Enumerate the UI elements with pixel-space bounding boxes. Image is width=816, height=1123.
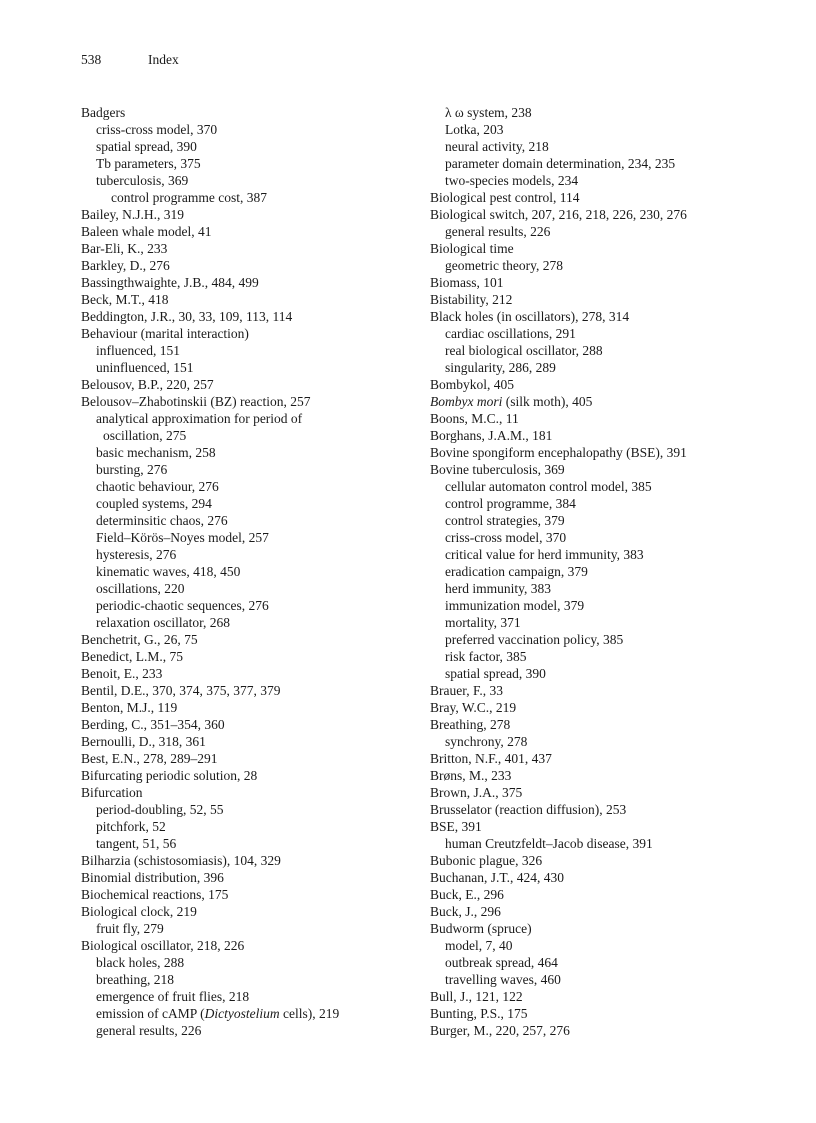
index-entry: Brusselator (reaction diffusion), 253 xyxy=(430,802,627,817)
index-entry: Bovine tuberculosis, 369 xyxy=(430,462,565,477)
index-entry: Beddington, J.R., 30, 33, 109, 113, 114 xyxy=(81,309,293,324)
index-subentry: mortality, 371 xyxy=(445,615,521,630)
index-entry: Brown, J.A., 375 xyxy=(430,785,523,800)
index-subentry: breathing, 218 xyxy=(96,972,174,987)
index-subentry: fruit fly, 279 xyxy=(96,921,164,936)
index-subentry: model, 7, 40 xyxy=(445,938,513,953)
index-subentry: spatial spread, 390 xyxy=(445,666,546,681)
index-entry: Bistability, 212 xyxy=(430,292,513,307)
index-subentry: λ ω system, 238 xyxy=(445,105,532,120)
index-entry: BSE, 391 xyxy=(430,819,482,834)
index-entry: Barkley, D., 276 xyxy=(81,258,170,273)
index-entry: Brauer, F., 33 xyxy=(430,683,503,698)
index-entry: Brøns, M., 233 xyxy=(430,768,512,783)
index-entry: Bilharzia (schistosomiasis), 104, 329 xyxy=(81,853,281,868)
index-subentry: oscillations, 220 xyxy=(96,581,185,596)
index-subentry: tangent, 51, 56 xyxy=(96,836,177,851)
index-subentry: bursting, 276 xyxy=(96,462,168,477)
index-entry: Buck, J., 296 xyxy=(430,904,501,919)
index-entry: Bray, W.C., 219 xyxy=(430,700,517,715)
index-entry: Bombykol, 405 xyxy=(430,377,515,392)
index-subentry: real biological oscillator, 288 xyxy=(445,343,603,358)
index-subentry: general results, 226 xyxy=(445,224,551,239)
index-subentry: control programme cost, 387 xyxy=(111,190,267,205)
index-subentry: Field–Körös–Noyes model, 257 xyxy=(96,530,269,545)
index-entry: Bifurcating periodic solution, 28 xyxy=(81,768,258,783)
index-subentry: two-species models, 234 xyxy=(445,173,579,188)
index-entry: Bar-Eli, K., 233 xyxy=(81,241,168,256)
index-subentry: period-doubling, 52, 55 xyxy=(96,802,224,817)
index-entry: Buchanan, J.T., 424, 430 xyxy=(430,870,564,885)
index-subentry: Tb parameters, 375 xyxy=(96,156,201,171)
index-subentry: critical value for herd immunity, 383 xyxy=(445,547,644,562)
index-entry: Benedict, L.M., 75 xyxy=(81,649,183,664)
page-number: 538 xyxy=(81,52,102,67)
index-subentry: parameter domain determination, 234, 235 xyxy=(445,156,676,171)
index-entry: Bull, J., 121, 122 xyxy=(430,989,523,1004)
index-subentry: influenced, 151 xyxy=(96,343,180,358)
index-subentry: control programme, 384 xyxy=(445,496,576,511)
page-header xyxy=(81,52,179,68)
index-entry: Borghans, J.A.M., 181 xyxy=(430,428,553,443)
index-subentry: coupled systems, 294 xyxy=(96,496,212,511)
index-entry: Bovine spongiform encephalopathy (BSE), 391 xyxy=(430,445,687,460)
index-entry: Baleen whale model, 41 xyxy=(81,224,212,239)
index-subentry: emergence of fruit flies, 218 xyxy=(96,989,250,1004)
index-entry: Belousov, B.P., 220, 257 xyxy=(81,377,214,392)
index-subentry: black holes, 288 xyxy=(96,955,185,970)
index-subentry: pitchfork, 52 xyxy=(96,819,166,834)
index-entry: Biomass, 101 xyxy=(430,275,504,290)
index-entry: Binomial distribution, 396 xyxy=(81,870,224,885)
index-subentry: neural activity, 218 xyxy=(445,139,549,154)
index-entry: Bailey, N.J.H., 319 xyxy=(81,207,184,222)
index-entry: Bentil, D.E., 370, 374, 375, 377, 379 xyxy=(81,683,281,698)
index-subentry: oscillation, 275 xyxy=(103,428,187,443)
index-entry: Badgers xyxy=(81,105,126,120)
index-subentry: control strategies, 379 xyxy=(445,513,565,528)
index-entry: Belousov–Zhabotinskii (BZ) reaction, 257 xyxy=(81,394,311,409)
index-subentry: travelling waves, 460 xyxy=(445,972,561,987)
index-entry: Burger, M., 220, 257, 276 xyxy=(430,1023,570,1038)
index-column-left xyxy=(81,104,411,1039)
index-subentry: human Creutzfeldt–Jacob disease, 391 xyxy=(445,836,653,851)
index-subentry: immunization model, 379 xyxy=(445,598,585,613)
index-subentry: general results, 226 xyxy=(96,1023,202,1038)
section-title: Index xyxy=(148,52,179,67)
index-entry: Boons, M.C., 11 xyxy=(430,411,519,426)
index-subentry: basic mechanism, 258 xyxy=(96,445,216,460)
index-subentry: preferred vaccination policy, 385 xyxy=(445,632,624,647)
index-subentry: relaxation oscillator, 268 xyxy=(96,615,231,630)
index-entry: Biological pest control, 114 xyxy=(430,190,580,205)
index-subentry: geometric theory, 278 xyxy=(445,258,563,273)
index-subentry: hysteresis, 276 xyxy=(96,547,177,562)
index-subentry: kinematic waves, 418, 450 xyxy=(96,564,241,579)
index-subentry: cardiac oscillations, 291 xyxy=(445,326,576,341)
index-subentry: periodic-chaotic sequences, 276 xyxy=(96,598,269,613)
index-entry: Bifurcation xyxy=(81,785,143,800)
index-entry: Behaviour (marital interaction) xyxy=(81,326,249,341)
index-subentry: synchrony, 278 xyxy=(445,734,528,749)
index-entry: Black holes (in oscillators), 278, 314 xyxy=(430,309,630,324)
index-subentry: determinsitic chaos, 276 xyxy=(96,513,228,528)
index-entry: Buck, E., 296 xyxy=(430,887,504,902)
index-entry: Bassingthwaighte, J.B., 484, 499 xyxy=(81,275,259,290)
index-subentry: outbreak spread, 464 xyxy=(445,955,558,970)
index-subentry: uninfluenced, 151 xyxy=(96,360,194,375)
index-subentry: cellular automaton control model, 385 xyxy=(445,479,652,494)
index-entry: Breathing, 278 xyxy=(430,717,511,732)
index-subentry: spatial spread, 390 xyxy=(96,139,197,154)
index-subentry: analytical approximation for period of xyxy=(96,411,303,426)
index-entry: Best, E.N., 278, 289–291 xyxy=(81,751,218,766)
index-entry: Berding, C., 351–354, 360 xyxy=(81,717,225,732)
index-column-right xyxy=(430,104,800,1039)
index-entry: Budworm (spruce) xyxy=(430,921,532,936)
index-entry: Benoit, E., 233 xyxy=(81,666,163,681)
index-subentry: emission of cAMP (Dictyostelium cells), 219 xyxy=(96,1006,340,1021)
index-entry: Benton, M.J., 119 xyxy=(81,700,178,715)
index-entry: Bernoulli, D., 318, 361 xyxy=(81,734,206,749)
index-subentry: tuberculosis, 369 xyxy=(96,173,189,188)
index-subentry: herd immunity, 383 xyxy=(445,581,551,596)
index-entry: Bubonic plague, 326 xyxy=(430,853,543,868)
index-entry: Benchetrit, G., 26, 75 xyxy=(81,632,198,647)
index-entry: Biological time xyxy=(430,241,514,256)
index-entry: Bunting, P.S., 175 xyxy=(430,1006,528,1021)
index-subentry: Lotka, 203 xyxy=(445,122,504,137)
index-subentry: singularity, 286, 289 xyxy=(445,360,556,375)
index-entry: Biological oscillator, 218, 226 xyxy=(81,938,245,953)
index-entry: Biochemical reactions, 175 xyxy=(81,887,229,902)
index-entry: Biological clock, 219 xyxy=(81,904,197,919)
index-subentry: criss-cross model, 370 xyxy=(445,530,567,545)
index-subentry: chaotic behaviour, 276 xyxy=(96,479,219,494)
index-subentry: criss-cross model, 370 xyxy=(96,122,218,137)
index-entry: Britton, N.F., 401, 437 xyxy=(430,751,552,766)
index-entry: Biological switch, 207, 216, 218, 226, 230, 276 xyxy=(430,207,687,222)
index-entry: Bombyx mori (silk moth), 405 xyxy=(430,394,593,409)
index-entry: Beck, M.T., 418 xyxy=(81,292,169,307)
index-subentry: eradication campaign, 379 xyxy=(445,564,588,579)
index-subentry: risk factor, 385 xyxy=(445,649,527,664)
